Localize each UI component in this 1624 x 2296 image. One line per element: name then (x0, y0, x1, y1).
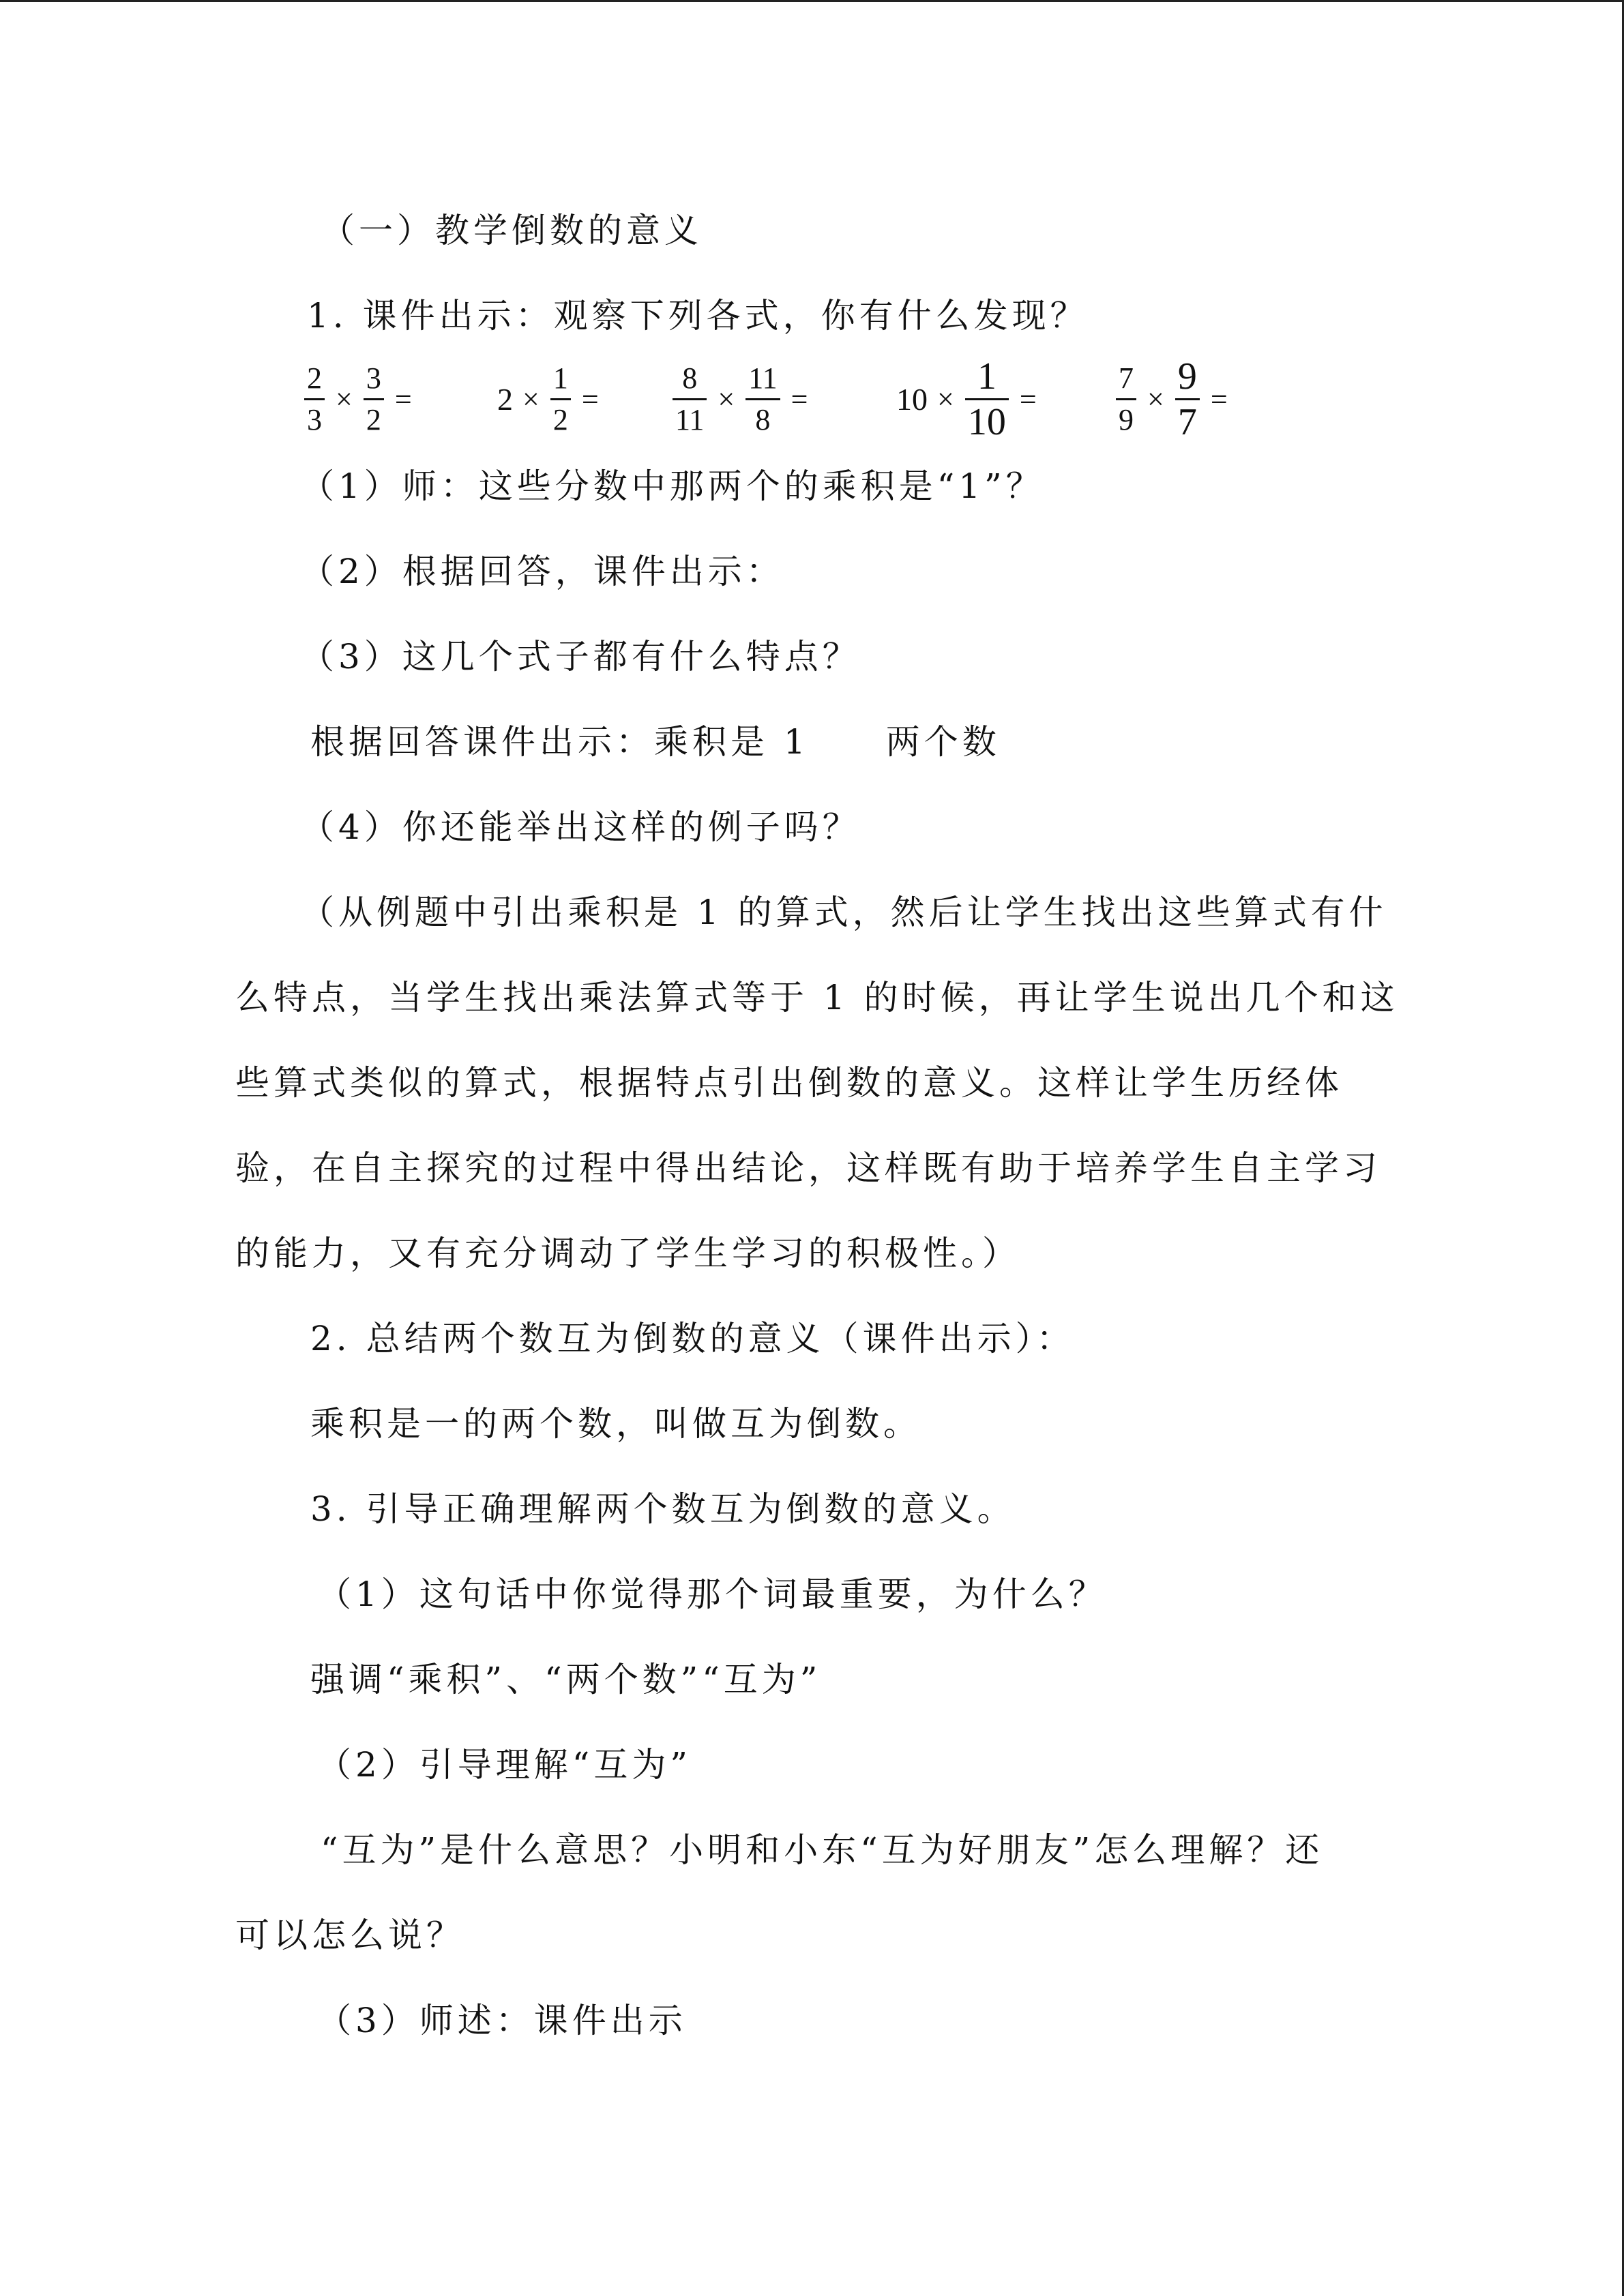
paragraph-line: 3. 引导正确理解两个数互为倒数的意义。 (310, 1489, 1016, 1529)
paragraph-line: （1）这句话中你觉得那个词最重要，为什么？ (317, 1575, 1107, 1614)
paragraph-line: （4）你还能举出这样的例子吗？ (300, 807, 861, 847)
item-1: 1. 课件出示：观察下列各式，你有什么发现？ (307, 296, 1089, 336)
paragraph-line: （3）师述：课件出示 (317, 2001, 687, 2040)
section-heading: （一）教学倒数的意义 (321, 211, 703, 250)
formula-1: $\frac{2}{3}$ × $\frac{3}{2}$ = (300, 348, 419, 450)
fraction: $\frac{1}{10}$ (965, 356, 1009, 443)
paragraph-line: 些算式类似的算式，根据特点引出倒数的意义。这样让学生历经体 (235, 1063, 1343, 1103)
paragraph-line: 2. 总结两个数互为倒数的意义（课件出示）： (310, 1319, 1075, 1358)
formula-3: $\frac{8}{11}$ × $\frac{11}{8}$ = (668, 348, 814, 450)
paragraph-line: 可以怎么说？ (235, 1915, 464, 1955)
paragraph-line: 乘积是一的两个数，叫做互为倒数。 (310, 1404, 921, 1444)
fraction: $\frac{8}{11}$ (673, 360, 707, 438)
paragraph-line: “互为”是什么意思？小明和小东“互为好朋友”怎么理解？还 (321, 1830, 1324, 1870)
fraction: $\frac{7}{9}$ (1116, 360, 1136, 438)
paragraph-line: （1）师：这些分数中那两个的乘积是“1”？ (300, 466, 1044, 506)
paragraph-line: （3）这几个式子都有什么特点？ (300, 637, 861, 676)
fraction: $\frac{11}{8}$ (745, 360, 780, 438)
paragraph-line: 的能力，又有充分调动了学生学习的积极性。） (235, 1234, 1020, 1273)
fraction: $\frac{1}{2}$ (550, 360, 571, 438)
formula-2: 2 × $\frac{1}{2}$ = (494, 348, 606, 450)
fraction: $\frac{2}{3}$ (304, 360, 325, 438)
page-border-top (0, 0, 1624, 2)
formula-5: $\frac{7}{9}$ × $\frac{9}{7}$ = (1112, 348, 1235, 450)
paragraph-line: 么特点，当学生找出乘法算式等于 1 的时候，再让学生说出几个和这 (235, 978, 1399, 1017)
paragraph-line: 强调“乘积”、“两个数”“互为” (310, 1660, 822, 1699)
paragraph-line: （2）引导理解“互为” (317, 1745, 692, 1785)
paragraph-line: （从例题中引出乘积是 1 的算式，然后让学生找出这些算式有什 (300, 893, 1387, 932)
formula-row (300, 348, 1323, 450)
fraction: $\frac{9}{7}$ (1175, 356, 1200, 443)
paragraph-line: 根据回答课件出示：乘积是 1 两个数 (310, 722, 1001, 762)
formula-4: 10 × $\frac{1}{10}$ = (896, 355, 1037, 443)
fraction: $\frac{3}{2}$ (364, 360, 384, 438)
paragraph-line: （2）根据回答，课件出示： (300, 552, 784, 591)
paragraph-line: 验，在自主探究的过程中得出结论，这样既有助于培养学生自主学习 (235, 1148, 1381, 1188)
